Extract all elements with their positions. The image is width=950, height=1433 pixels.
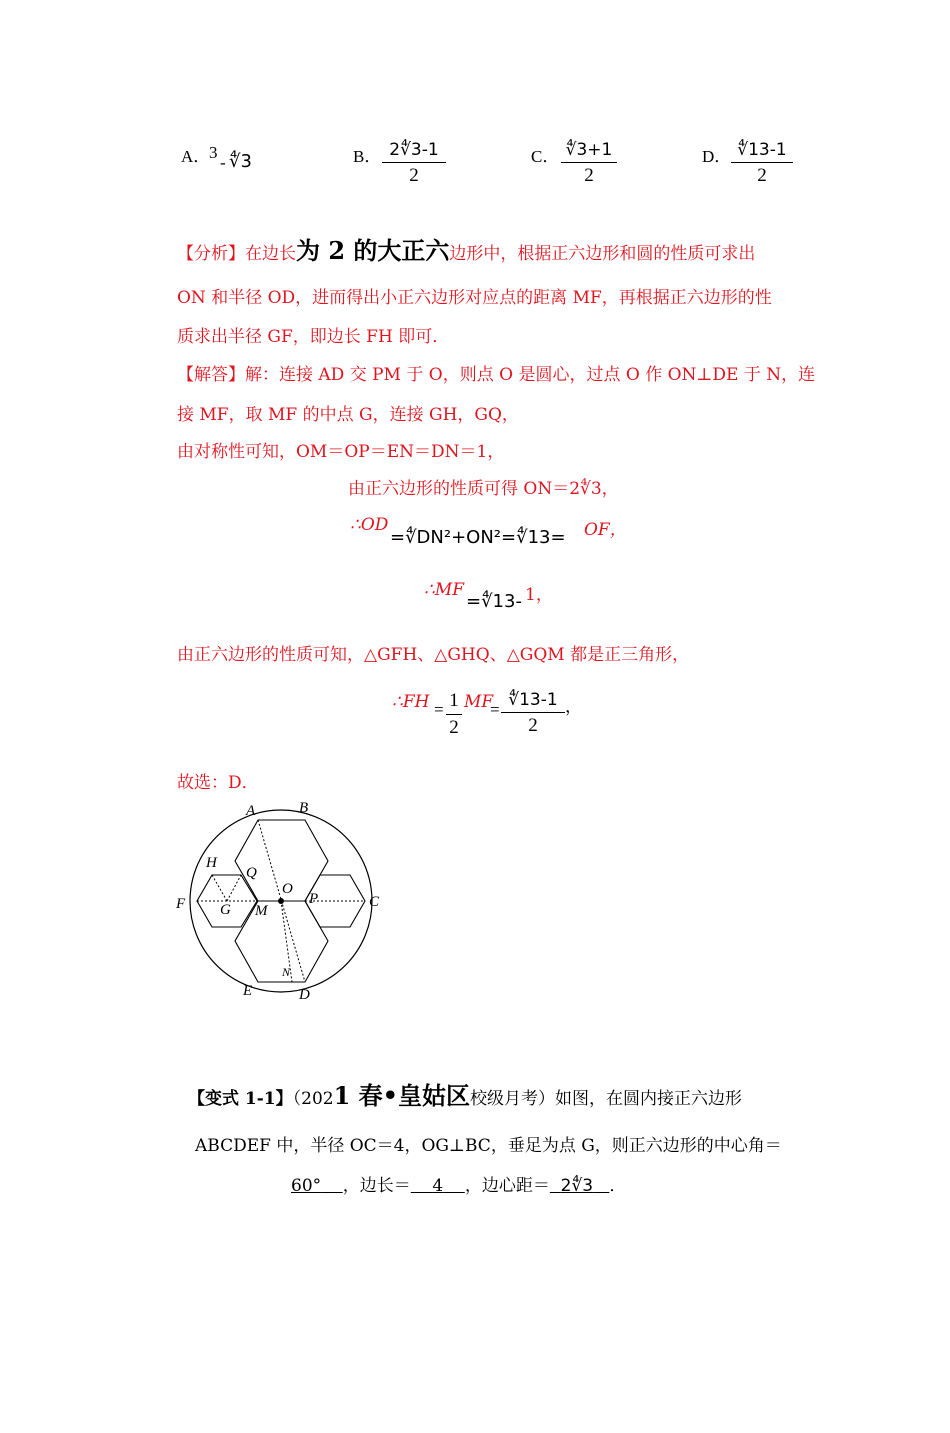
label-b: B	[299, 800, 309, 816]
label-p: P	[309, 891, 319, 907]
variant-rest: 校级月考）如图，在圆内接正六边形	[470, 1089, 742, 1109]
label-m: M	[255, 903, 268, 919]
solution-line-1	[177, 360, 815, 385]
fraction-bar	[731, 162, 793, 163]
option-c-numerator: ∜3+1	[565, 140, 613, 160]
analysis-post: 边形中，根据正六边形和圆的性质可求出	[449, 244, 756, 264]
option-a-minus: -	[220, 153, 226, 172]
option-b-fraction	[382, 140, 446, 187]
label-q: Q	[246, 865, 257, 881]
variant-mid-1: ，边长＝	[342, 1176, 411, 1196]
label-f: F	[176, 896, 186, 912]
option-c-denominator: 2	[584, 165, 594, 186]
analysis-line-1	[177, 231, 755, 266]
solution-eq-4-left: ∴FH	[392, 692, 430, 712]
solution-eq-4-eq: =	[434, 700, 444, 719]
solution-eq-2-right: OF，	[584, 520, 627, 540]
solution-eq-3-mid: =∜13-	[466, 591, 522, 612]
analysis-pre: 在边长	[245, 244, 296, 264]
label-h: H	[206, 855, 217, 871]
analysis-tag: 【分析】	[177, 244, 245, 264]
solution-eq-4-half	[446, 690, 462, 739]
answer-center-angle: 60°	[291, 1176, 322, 1196]
center-point	[278, 898, 284, 904]
solution-line-2: 接 MF，取 MF 的中点 G，连接 GH，GQ，	[177, 405, 519, 425]
option-d-numerator: ∜13-1	[737, 140, 787, 160]
option-b-denominator: 2	[409, 165, 419, 186]
half-denominator: 2	[449, 717, 459, 738]
label-c: C	[369, 894, 380, 910]
solution-eq-4-eq2: =	[490, 700, 500, 719]
variant-mid-2: ，边心距＝	[464, 1176, 550, 1196]
solution-eq-4-comma: ，	[565, 697, 582, 717]
variant-line-2: ABCDEF 中，半径 OC＝4，OG⊥BC，垂足为点 G，则正六边形的中心角＝	[195, 1136, 782, 1156]
line-gh	[212, 875, 227, 901]
label-e: E	[243, 983, 253, 999]
variant-line-3	[291, 1171, 626, 1196]
option-d-label: D．	[702, 147, 732, 166]
option-d-denominator: 2	[757, 165, 767, 186]
solution-tag: 【解答】	[177, 365, 245, 385]
solution-eq-2-mid: =∜DN²+ON²=∜13=	[390, 527, 566, 548]
fraction-bar	[501, 712, 565, 713]
label-d: D	[299, 987, 310, 1003]
variant-tag: 【变式 1-1】	[188, 1089, 293, 1109]
solution-line-4: 由正六边形的性质可知，△GFH、△GHQ、△GQM 都是正三角形，	[177, 645, 690, 665]
option-c-label: C．	[531, 147, 560, 166]
option-b-label: B．	[353, 147, 382, 166]
eq4-numerator: ∜13-1	[508, 690, 558, 710]
half-numerator: 1	[449, 690, 459, 711]
variant-big: 1 春•皇姑区	[333, 1081, 470, 1110]
hexagon-figure	[170, 795, 400, 1010]
solution-eq-2-left: ∴OD	[350, 515, 389, 535]
option-a	[181, 142, 210, 167]
solution-eq-1: 由正六边形的性质可得 ON＝2∜3，	[348, 479, 619, 499]
answer-side-length: 4	[432, 1176, 444, 1196]
solution-eq-4-mf: MF	[464, 692, 494, 712]
fraction-bar	[382, 162, 446, 163]
fraction-bar	[561, 162, 617, 163]
option-a-root: ∜3	[229, 151, 252, 172]
fraction-bar	[446, 714, 462, 715]
solution-line-3: 由对称性可知，OM＝OP＝EN＝DN＝1，	[177, 442, 505, 462]
variant-paren: （202	[292, 1089, 334, 1109]
solution-eq-3-right: 1，	[525, 585, 553, 605]
analysis-line-3: 质求出半径 GF，即边长 FH 即可．	[177, 327, 450, 347]
label-n: N	[282, 965, 291, 979]
option-a-label: A．	[181, 147, 211, 166]
analysis-big: 为 2 的大正六	[296, 236, 450, 265]
solution-line-1-text: 解：连接 AD 交 PM 于 O，则点 O 是圆心，过点 O 作 ON⊥DE 于 N，连	[245, 365, 816, 385]
label-a: A	[246, 803, 256, 819]
option-c-fraction	[561, 140, 617, 187]
answer-apothem: 2∜3	[560, 1176, 594, 1196]
solution-answer: 故选：D．	[177, 773, 259, 793]
analysis-line-2: ON 和半径 OD，进而得出小正六边形对应点的距离 MF，再根据正六边形的性	[177, 288, 772, 308]
option-d-fraction	[731, 140, 793, 187]
line-gq	[227, 875, 241, 901]
solution-eq-4-fraction	[501, 690, 565, 737]
solution-eq-3-left: ∴MF	[424, 580, 465, 600]
eq4-denominator: 2	[528, 715, 538, 736]
label-g: G	[220, 902, 231, 918]
variant-line-1	[188, 1076, 742, 1111]
variant-end: ．	[609, 1176, 627, 1196]
label-o: O	[282, 881, 293, 897]
option-b-numerator: 2∜3-1	[389, 140, 439, 160]
option-a-lead: 3	[209, 143, 218, 162]
